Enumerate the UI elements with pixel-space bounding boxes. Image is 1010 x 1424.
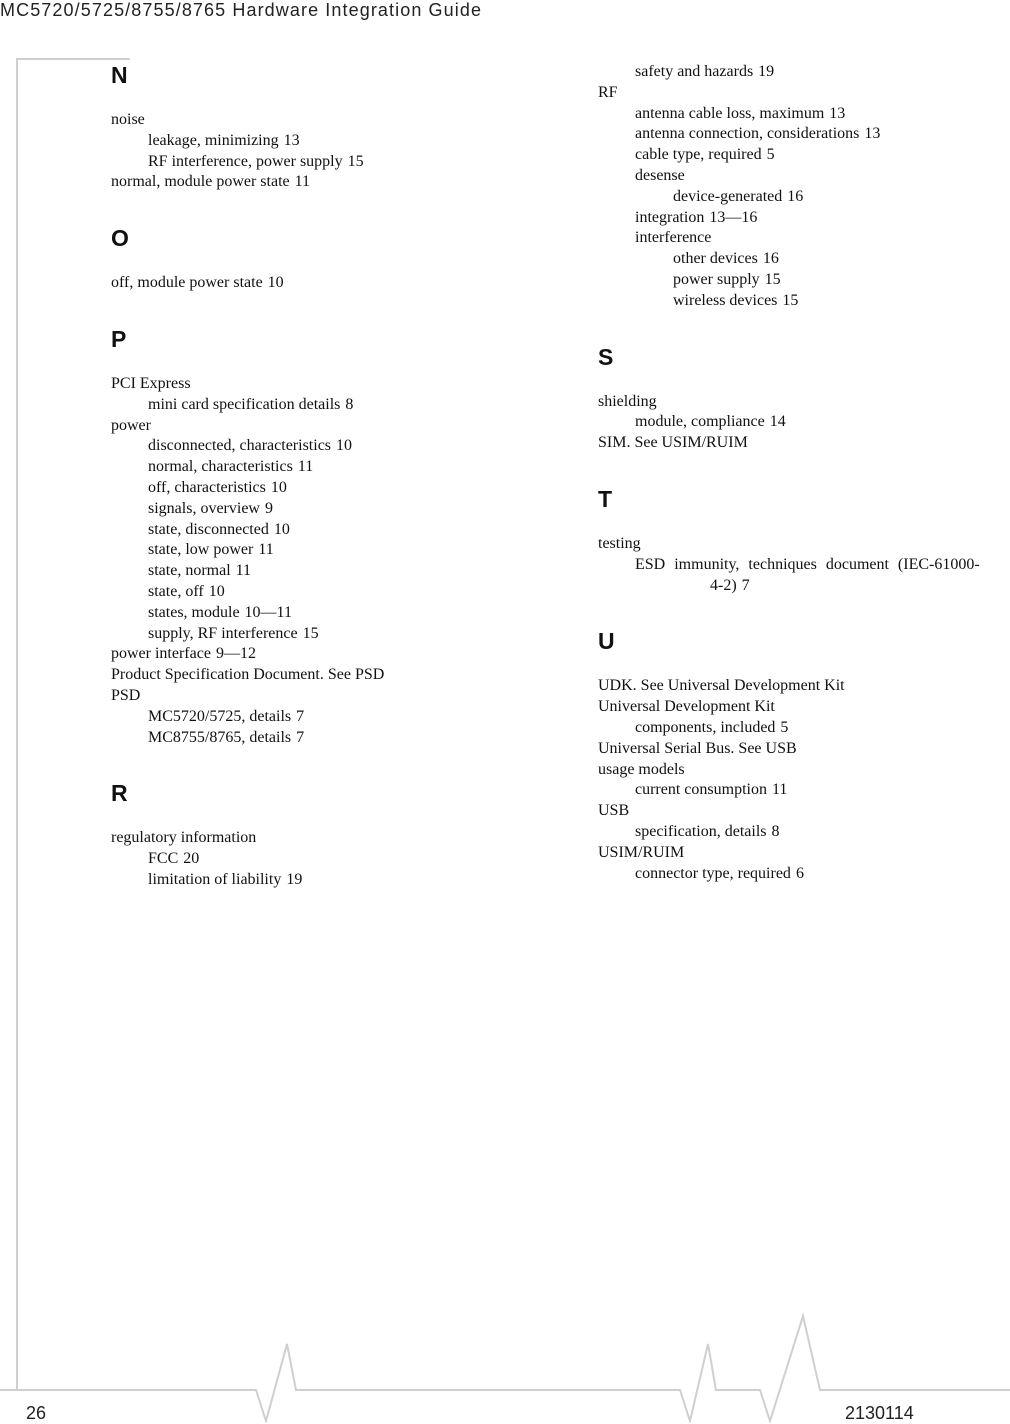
index-entry-term: Universal Development Kit — [598, 698, 775, 716]
index-section-continued — [598, 62, 1010, 312]
index-entry — [598, 104, 1010, 125]
index-entry-term: state, normal — [148, 562, 231, 580]
index-entry-term: FCC — [148, 850, 179, 868]
index-entry-page-ref: 20 — [183, 850, 200, 868]
index-entry-term: regulatory information — [111, 829, 257, 847]
index-entry-page-ref: 14 — [769, 413, 786, 431]
index-entry — [598, 187, 1010, 208]
index-entry-term: current consumption — [635, 781, 767, 799]
index-entry-term: wireless devices — [673, 291, 778, 309]
index-entry-term: RF interference, power supply — [148, 152, 343, 170]
index-section-letter: S — [598, 343, 614, 370]
index-entry-page-ref: 11 — [294, 173, 311, 191]
index-entry — [598, 555, 1010, 597]
index-entry — [598, 145, 1010, 166]
index-entry — [598, 412, 1010, 433]
index-entry — [598, 249, 1010, 270]
index-section-letter: P — [111, 325, 127, 352]
index-entry-term: states, module — [148, 603, 240, 621]
index-section-letter: R — [111, 780, 128, 807]
index-entry — [111, 686, 551, 707]
index-entry-term: testing — [598, 534, 641, 552]
index-entry — [598, 270, 1010, 291]
index-entry — [111, 603, 551, 624]
index-entry-page-ref: 16 — [787, 187, 804, 205]
index-entry-term: Product Specification Document. See PSD — [111, 666, 385, 684]
index-entry-page-ref: 15 — [782, 291, 799, 309]
index-entry-term: UDK. See Universal Development Kit — [598, 677, 845, 695]
index-entry — [598, 676, 1010, 697]
index-section-letter: U — [598, 628, 615, 655]
index-entry-page-ref: 10 — [267, 274, 284, 292]
index-entry-term: safety and hazards — [635, 63, 754, 80]
index-entry — [598, 62, 1010, 83]
index-section-o — [111, 225, 551, 294]
index-entry-term: cable type, required — [635, 146, 762, 164]
index-entry — [111, 273, 551, 294]
index-entry — [111, 416, 551, 437]
index-entry-page-ref: 10 — [270, 478, 287, 496]
index-entry-term: desense — [635, 166, 685, 184]
index-entry-term: power — [111, 416, 151, 434]
index-entry-term: interference — [635, 229, 712, 247]
index-entry — [598, 166, 1010, 187]
index-section-r — [111, 780, 551, 890]
index-entry — [111, 172, 551, 193]
index-entry — [111, 152, 551, 173]
index-entry-page-ref: 5 — [780, 718, 789, 736]
index-entry-term: device-generated — [673, 187, 783, 205]
index-entry-page-ref: 13 — [864, 125, 881, 143]
index-entry-page-ref: 7 — [296, 728, 305, 746]
index-section-n — [111, 62, 551, 193]
index-column-left — [111, 62, 551, 891]
index-entry-page-ref: 10—11 — [244, 603, 292, 621]
index-entry-term: supply, RF interference — [148, 624, 298, 642]
index-section-letter: N — [111, 62, 128, 88]
page-header: MC5720/5725/8755/8765 Hardware Integration Guide — [0, 0, 483, 20]
index-entry — [111, 520, 551, 541]
index-entry-page-ref: 11 — [235, 562, 252, 580]
index-section-letter: O — [111, 225, 129, 252]
index-entry-term: power supply — [673, 270, 760, 288]
index-entry-page-ref: 15 — [764, 270, 781, 288]
index-entry-term: PCI Express — [111, 374, 191, 392]
index-entry-term: normal, characteristics — [148, 458, 293, 476]
index-entry-term: USB — [598, 802, 630, 820]
index-entry — [111, 870, 551, 891]
index-entry-term: components, included — [635, 718, 776, 736]
index-entry-term: signals, overview — [148, 499, 260, 517]
index-entry — [111, 436, 551, 457]
index-entry — [111, 728, 551, 749]
index-entry-page-ref: 9—12 — [215, 645, 256, 663]
index-entry-page-ref: 10 — [208, 582, 225, 600]
index-entry — [111, 395, 551, 416]
index-entry-term: RF — [598, 83, 618, 101]
index-entry-page-ref: 19 — [758, 63, 775, 80]
index-entry — [111, 540, 551, 561]
index-entry-page-ref: 16 — [762, 250, 779, 268]
index-entry — [598, 208, 1010, 229]
index-entry-term: ESD immunity, techniques document (IEC-61000- — [635, 555, 980, 573]
index-entry-term: limitation of liability — [148, 870, 282, 888]
index-entry-term: leakage, minimizing — [148, 131, 279, 149]
index-entry — [598, 822, 1010, 843]
index-entry-page-ref: 8 — [345, 395, 354, 413]
index-entry-page-ref: 11 — [771, 781, 788, 799]
index-entry — [111, 849, 551, 870]
index-entry-page-ref: 9 — [264, 499, 273, 517]
index-section-letter: T — [598, 485, 613, 512]
index-entry — [598, 392, 1010, 413]
index-column-right — [598, 62, 1010, 884]
index-entry-term: specification, details — [635, 822, 767, 840]
index-entry-page-ref: 15 — [347, 152, 364, 170]
index-entry-page-ref: 7 — [741, 576, 750, 594]
index-section-u — [598, 628, 1010, 884]
index-entry-term: connector type, required — [635, 864, 791, 882]
index-entry-term: mini card specification details — [148, 395, 341, 413]
index-entry — [111, 131, 551, 152]
index-entry-term: antenna connection, considerations — [635, 125, 860, 143]
index-entry-term: USIM/RUIM — [598, 843, 685, 861]
index-entry-term: other devices — [673, 250, 758, 268]
index-entry — [598, 433, 1010, 454]
index-entry — [598, 760, 1010, 781]
index-entry — [111, 499, 551, 520]
index-entry-term: state, disconnected — [148, 520, 269, 538]
index-entry — [111, 561, 551, 582]
index-entry-term: state, off — [148, 582, 204, 600]
index-entry — [598, 780, 1010, 801]
index-entry-page-ref: 13 — [283, 131, 300, 149]
index-entry-term: integration — [635, 208, 705, 226]
index-section-p — [111, 326, 551, 748]
index-entry-page-ref: 7 — [296, 707, 305, 725]
index-entry-page-ref: 5 — [766, 146, 775, 164]
index-section-s — [598, 344, 1010, 454]
index-entry-term: off, module power state — [111, 274, 263, 292]
index-entry-term: usage models — [598, 760, 685, 778]
index-entry — [111, 582, 551, 603]
index-entry — [598, 228, 1010, 249]
index-entry-page-ref: 8 — [771, 822, 780, 840]
index-entry-page-ref: 11 — [297, 458, 314, 476]
index-entry — [111, 707, 551, 728]
index-entry — [598, 739, 1010, 760]
index-entry-term: MC8755/8765, details — [148, 728, 292, 746]
index-entry-page-ref: 19 — [286, 870, 303, 888]
index-entry — [598, 291, 1010, 312]
index-entry-term: antenna cable loss, maximum — [635, 104, 825, 122]
index-entry-term-continued — [635, 576, 1010, 597]
index-entry-term: state, low power — [148, 541, 254, 559]
index-entry — [111, 644, 551, 665]
index-entry-term: PSD — [111, 686, 141, 704]
index-entry-term: shielding — [598, 392, 657, 410]
index-entry-page-ref: 6 — [795, 864, 804, 882]
index-entry-page-ref: 10 — [336, 437, 353, 455]
index-entry-page-ref: 13 — [829, 104, 846, 122]
page-number: 26 — [26, 1403, 47, 1423]
index-entry-term: Universal Serial Bus. See USB — [598, 739, 797, 757]
index-entry — [598, 697, 1010, 718]
index-entry — [111, 457, 551, 478]
index-entry-term: module, compliance — [635, 413, 765, 431]
index-entry-term: disconnected, characteristics — [148, 437, 332, 455]
index-entry-page-ref: 11 — [258, 541, 274, 559]
index-entry-term: MC5720/5725, details — [148, 707, 292, 725]
index-entry — [111, 624, 551, 645]
index-entry-page-ref: 13—16 — [709, 208, 758, 226]
index-entry — [598, 843, 1010, 864]
index-entry — [111, 110, 551, 131]
index-entry — [598, 864, 1010, 885]
index-entry-page-ref: 10 — [273, 520, 290, 538]
index-entry — [111, 828, 551, 849]
index-entry — [598, 534, 1010, 555]
index-entry-term: power interface — [111, 645, 211, 663]
index-entry — [598, 718, 1010, 739]
document-number: 2130114 — [845, 1403, 914, 1423]
index-entry-term: SIM. See USIM/RUIM — [598, 434, 748, 452]
index-entry — [598, 83, 1010, 104]
index-entry — [111, 374, 551, 395]
index-entry — [111, 665, 551, 686]
index-entry-term: noise — [111, 111, 145, 128]
index-entry-term: normal, module power state — [111, 173, 290, 191]
index-entry — [598, 124, 1010, 145]
index-entry-page-ref: 15 — [302, 624, 319, 642]
index-entry — [598, 801, 1010, 822]
index-entry — [111, 478, 551, 499]
index-entry-term: off, characteristics — [148, 478, 266, 496]
index-entry-term-wrap: 4-2) — [710, 576, 737, 594]
index-section-t — [598, 486, 1010, 596]
